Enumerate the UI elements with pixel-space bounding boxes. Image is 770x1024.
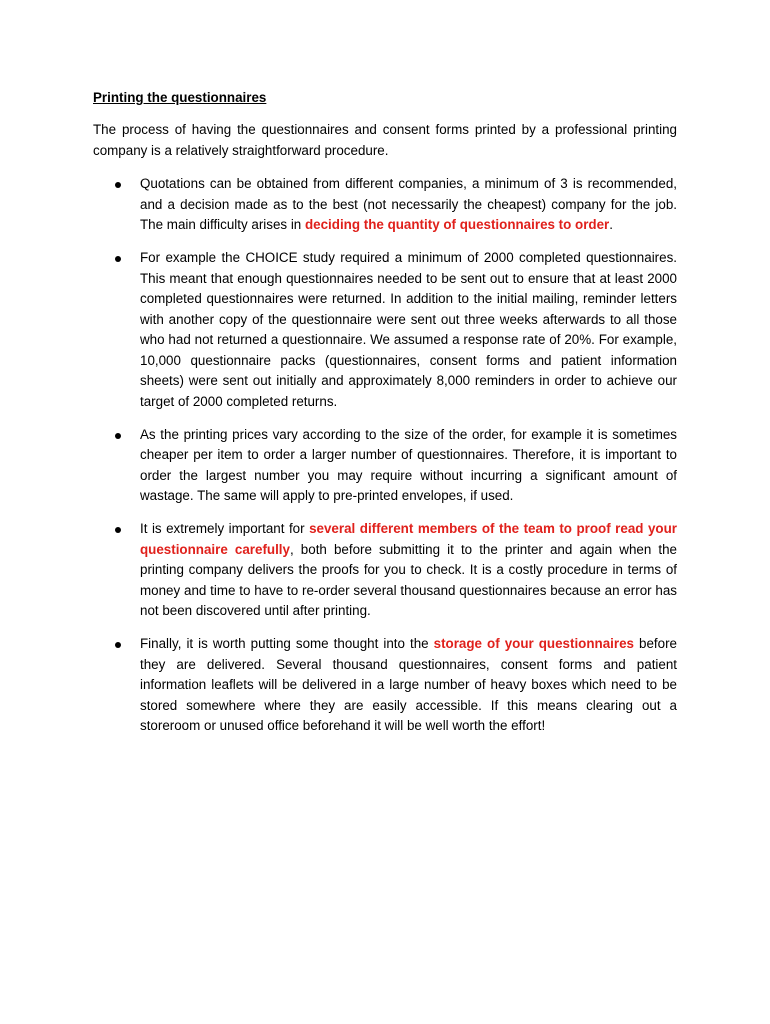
bullet-text: It is extremely important for <box>140 521 310 536</box>
bullet-text-end: before they are delivered. Several thousand questionnaires, consent forms and patient information leaflets will be delivered in a large number of heavy boxes which need to be stored somewhere where they are easily accessible. If this means clearing out a storeroom or unused office beforehand it will be well worth the effort! <box>140 636 677 733</box>
bullet-icon <box>115 433 121 439</box>
bullet-item-proof-reading <box>93 519 677 622</box>
bullet-item-quotations <box>93 174 677 236</box>
section-heading: Printing the questionnaires <box>93 90 267 105</box>
document-page <box>93 88 677 749</box>
bullet-emphasis: deciding the quantity of questionnaires to order <box>304 217 610 232</box>
bullet-text: For example the CHOICE study required a minimum of 2000 completed questionnaires. This meant that enough questionnaires needed to be sent out to ensure that at least 2000 completed questionnaires were returned. In addition to the initial mailing, reminder letters with another copy of the questionnaire were sent out three weeks afterwards to all those who had not returned a questionnaire. We assumed a response rate of 20%. For example, 10,000 questionnaire packs (questionnaires, consent forms and patient information sheets) were sent out initially and approximately 8,000 reminders in order to achieve our target of 2000 completed returns. <box>140 250 677 409</box>
bullet-text: Quotations can be obtained from different companies, a minimum of 3 is recommended, and a decision made as to the best (not necessarily the cheapest) company for the job. The main difficulty arises in <box>140 176 677 232</box>
bullet-icon <box>115 642 121 648</box>
bullet-text-end: , both before submitting it to the printer and again when the printing company delivers the proofs for you to check. It is a costly procedure in terms of money and time to have to re-order several thousand questionnaires because an error has not been discovered until after printing. <box>140 541 677 618</box>
bullet-icon <box>115 527 121 533</box>
bullet-text-end: . <box>609 217 614 232</box>
bullet-list <box>93 174 677 737</box>
bullet-icon <box>115 256 121 262</box>
bullet-text: Finally, it is worth putting some thought into the <box>140 636 434 651</box>
bullet-item-storage <box>93 634 677 737</box>
intro-paragraph: The process of having the questionnaires and consent forms printed by a professional printing company is a relatively straightforward procedure. <box>93 122 677 158</box>
bullet-emphasis: several different members of the team to proof read your questionnaire carefully <box>140 521 677 557</box>
bullet-item-choice-study <box>93 248 677 412</box>
bullet-item-printing-prices <box>93 425 677 507</box>
bullet-emphasis: storage of your questionnaires <box>433 636 634 651</box>
bullet-icon <box>115 182 121 188</box>
bullet-text: As the printing prices vary according to the size of the order, for example it is sometimes cheaper per item to order a larger number of questionnaires. Therefore, it is important to order the largest number you may require without incurring a significant amount of wastage. The same will apply to pre-printed envelopes, if used. <box>140 426 677 503</box>
